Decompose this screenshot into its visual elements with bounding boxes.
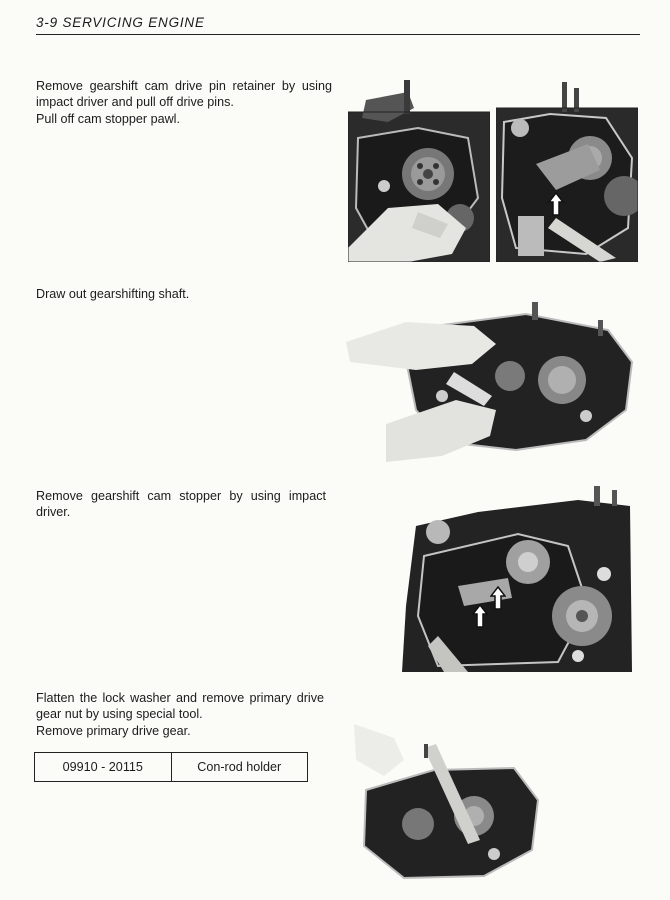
tool-part-number: 09910 - 20115	[35, 753, 172, 782]
photo-drive-pin-retainer	[348, 78, 490, 262]
photo-cam-stopper-pawl	[496, 78, 638, 262]
photo-primary-drive-gear	[344, 720, 540, 880]
arrow-up-icon	[548, 192, 564, 216]
photo-cam-stopper	[398, 486, 634, 676]
special-tool-table	[34, 752, 308, 782]
step-2-text	[36, 286, 332, 302]
step-4-text	[36, 690, 324, 739]
arrow-up-icon	[472, 604, 488, 628]
step-3-line-1: Remove gearshift cam stopper by using impact driver.	[36, 489, 326, 520]
step-3-text	[36, 488, 326, 521]
step-1-line-1: Remove gearshift cam drive pin retainer by using impact driver and pull off drive pins.	[36, 79, 332, 110]
photo-gearshift-shaft	[346, 300, 636, 468]
arrow-up-icon	[490, 586, 506, 610]
step-4-line-2: Remove primary drive gear.	[36, 723, 191, 738]
tool-name: Con-rod holder	[171, 753, 308, 782]
section-title: 3-9 SERVICING ENGINE	[36, 15, 205, 30]
step-1-line-2: Pull off cam stopper pawl.	[36, 111, 180, 126]
step-2-line-1: Draw out gearshifting shaft.	[36, 287, 190, 301]
step-4-line-1: Flatten the lock washer and remove primary drive gear nut by using special tool.	[36, 691, 324, 722]
page-header	[36, 14, 640, 35]
step-1-text	[36, 78, 332, 127]
